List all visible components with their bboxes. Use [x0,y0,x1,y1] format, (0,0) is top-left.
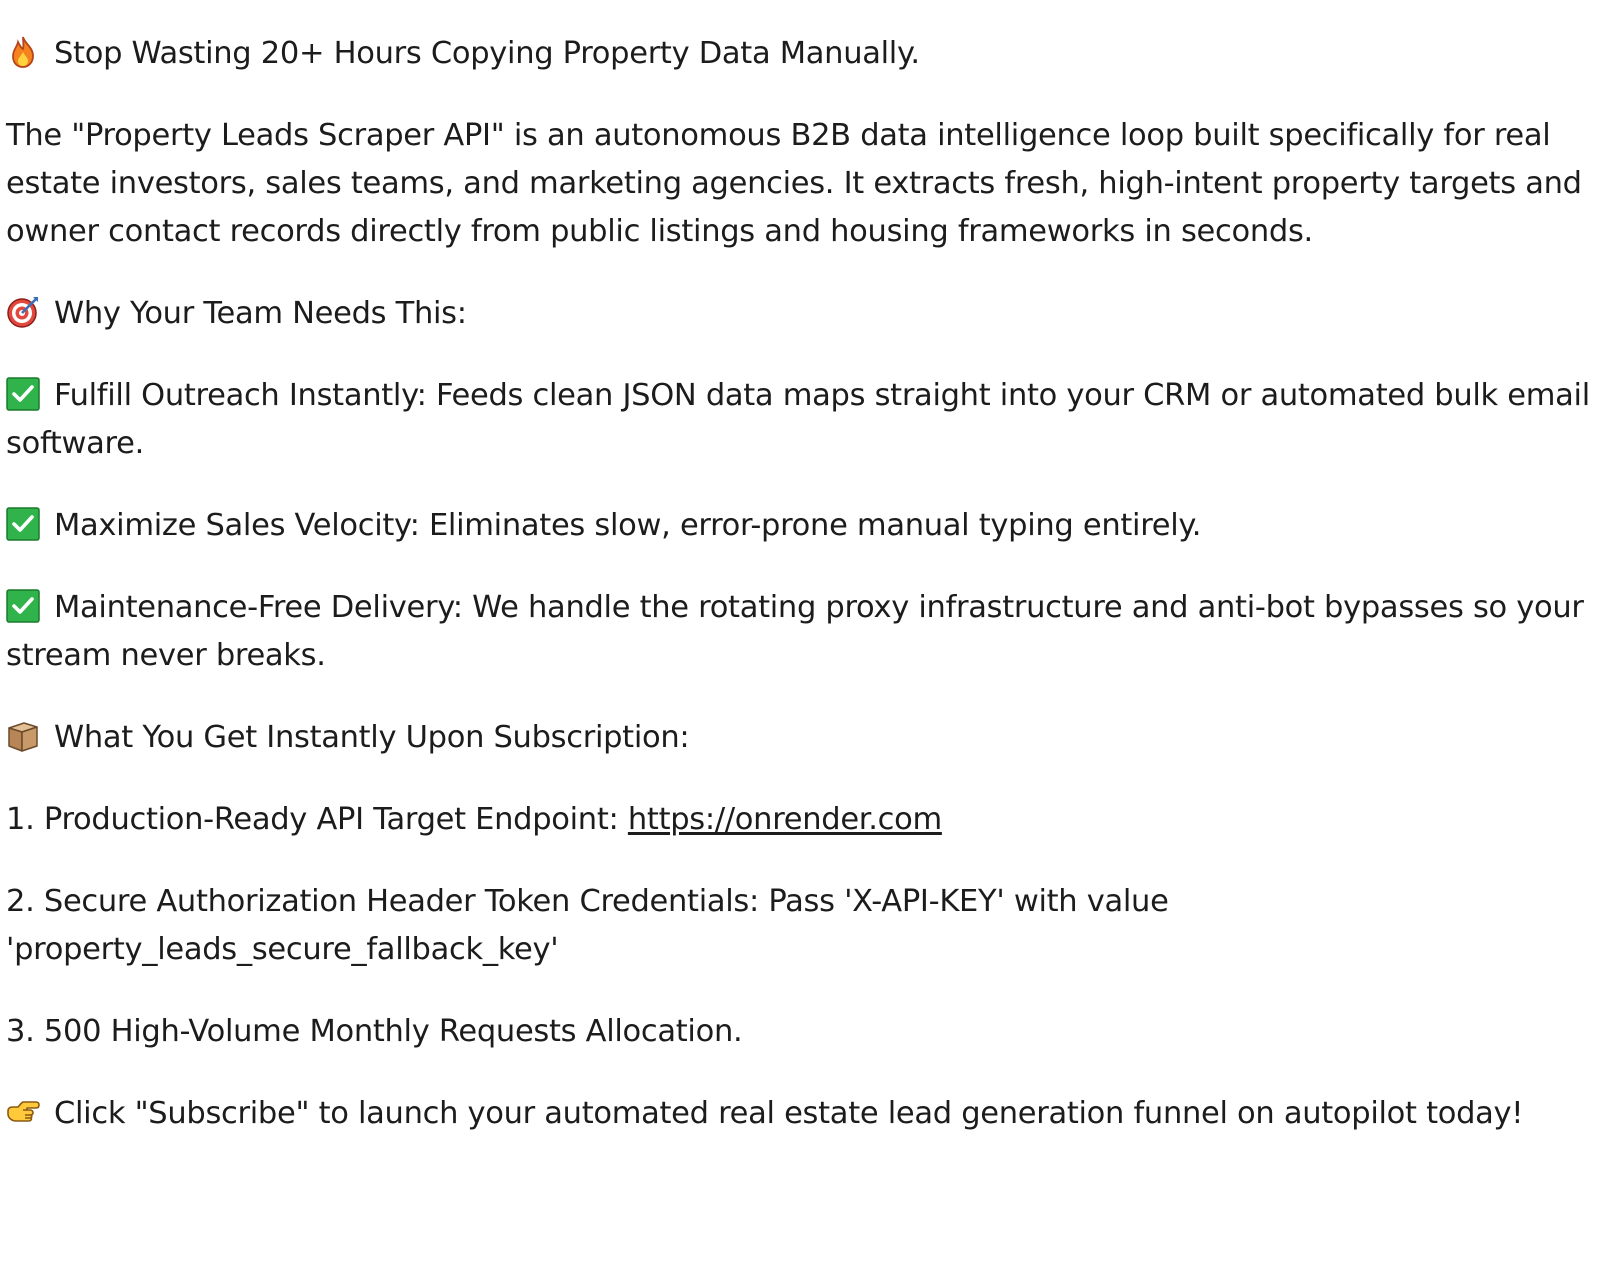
cta-text: Click "Subscribe" to launch your automated real estate lead generation funnel on autopilot today! [54,1096,1524,1131]
why-heading [6,290,1591,338]
product-description [6,30,1591,1172]
pointing-hand-icon [6,1095,40,1129]
benefit-item [6,372,1591,468]
why-heading-text: Why Your Team Needs This: [54,296,467,331]
check-mark-box-icon [6,377,40,411]
benefit-text: Maintenance-Free Delivery: We handle the rotating proxy infrastructure and anti-bot bypasses so your stream never breaks. [6,590,1584,673]
fire-icon [6,35,40,69]
get-heading-text: What You Get Instantly Upon Subscription: [54,720,690,755]
benefit-item [6,584,1591,680]
check-mark-box-icon [6,507,40,541]
deliverable-item [6,796,1591,844]
headline-paragraph [6,30,1591,78]
get-heading [6,714,1591,762]
headline-text: Stop Wasting 20+ Hours Copying Property Data Manually. [54,36,920,71]
benefit-item [6,502,1591,550]
endpoint-link[interactable]: https://onrender.com [627,802,942,837]
check-mark-box-icon [6,589,40,623]
benefit-text: Fulfill Outreach Instantly: Feeds clean JSON data maps straight into your CRM or automated bulk email software. [6,378,1590,461]
package-icon [6,719,40,753]
deliverable-item: 2. Secure Authorization Header Token Credentials: Pass 'X-API-KEY' with value 'property_leads_secure_fallback_key' [6,884,1169,967]
cta-paragraph [6,1090,1591,1138]
benefit-text: Maximize Sales Velocity: Eliminates slow, error-prone manual typing entirely. [54,508,1202,543]
intro-paragraph: The "Property Leads Scraper API" is an autonomous B2B data intelligence loop built specifically for real estate investors, sales teams, and marketing agencies. It extracts fresh, high-intent property targets and owner contact records directly from public listings and housing frameworks in seconds. [6,118,1582,249]
deliverable-item: 3. 500 High-Volume Monthly Requests Allocation. [6,1014,743,1049]
deliverable-text: 1. Production-Ready API Target Endpoint: [6,802,628,837]
target-icon [6,295,40,329]
